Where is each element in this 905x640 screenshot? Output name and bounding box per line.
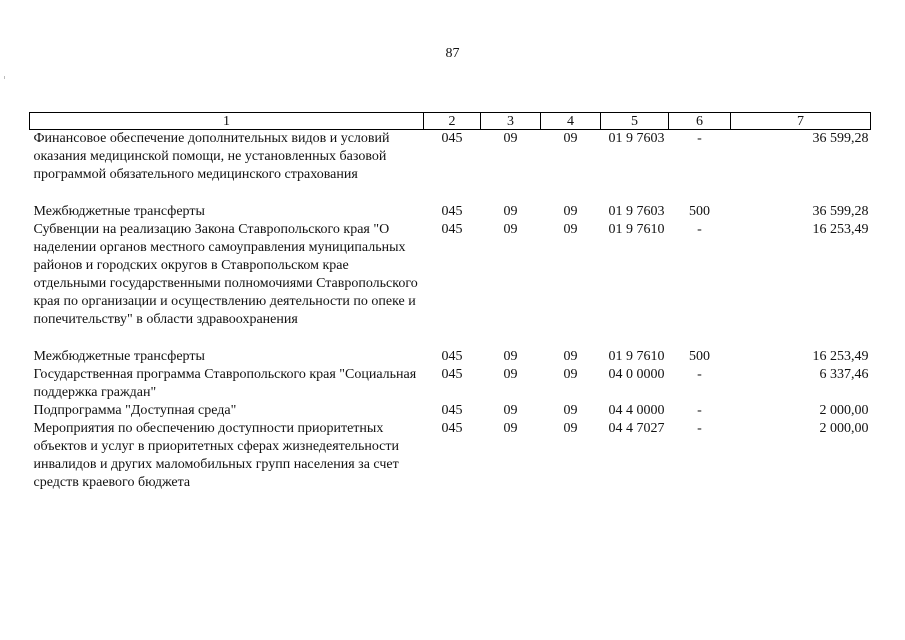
page-number: 87 xyxy=(445,46,460,61)
table-row xyxy=(30,130,871,185)
row-col-2: 045 xyxy=(441,421,463,436)
row-col-5: 01 9 7610 xyxy=(608,222,665,237)
table-row xyxy=(30,348,871,366)
row-col-5: 01 9 7603 xyxy=(608,204,665,219)
table-row xyxy=(30,402,871,420)
row-col-6: - xyxy=(697,421,702,436)
row-amount: 6 337,46 xyxy=(819,367,869,382)
budget-table xyxy=(29,112,871,492)
row-col-4: 09 xyxy=(563,367,578,382)
header-col-3: 3 xyxy=(481,113,541,130)
row-col-3: 09 xyxy=(503,421,518,436)
row-col-2: 045 xyxy=(441,367,463,382)
row-amount: 36 599,28 xyxy=(812,204,869,219)
row-col-3: 09 xyxy=(503,204,518,219)
spacer-row xyxy=(30,329,871,348)
row-col-2: 045 xyxy=(441,222,463,237)
row-col-5: 01 9 7610 xyxy=(608,349,665,364)
table-row xyxy=(30,221,871,329)
row-amount: 2 000,00 xyxy=(819,421,869,436)
header-col-2: 2 xyxy=(424,113,481,130)
row-col-4: 09 xyxy=(563,349,578,364)
table-row xyxy=(30,420,871,492)
row-name: Государственная программа Ставропольского края "Социальная поддержка граждан" xyxy=(33,367,417,400)
row-name: Межбюджетные трансферты xyxy=(33,349,205,364)
row-amount: 16 253,49 xyxy=(812,222,869,237)
row-name: Мероприятия по обеспечению доступности приоритетных объектов и услуг в приоритетных сферах жизнедеятельности инвалидов и других маломобильных групп населения за счет средств краевого бюджета xyxy=(33,421,400,490)
row-col-2: 045 xyxy=(441,204,463,219)
row-col-4: 09 xyxy=(563,131,578,146)
row-col-6: 500 xyxy=(689,349,710,364)
header-col-5: 5 xyxy=(601,113,669,130)
row-col-6: - xyxy=(697,403,702,418)
row-col-6: - xyxy=(697,131,702,146)
row-col-4: 09 xyxy=(563,204,578,219)
row-col-5: 04 4 7027 xyxy=(608,421,665,436)
row-col-3: 09 xyxy=(503,403,518,418)
spacer-row xyxy=(30,184,871,203)
row-col-4: 09 xyxy=(563,222,578,237)
row-col-5: 04 4 0000 xyxy=(608,403,665,418)
row-amount: 16 253,49 xyxy=(812,349,869,364)
table-header-row xyxy=(30,113,871,130)
row-col-6: 500 xyxy=(689,204,710,219)
header-col-7: 7 xyxy=(731,113,871,130)
row-col-2: 045 xyxy=(441,349,463,364)
row-amount: 2 000,00 xyxy=(819,403,869,418)
row-col-4: 09 xyxy=(563,421,578,436)
row-col-2: 045 xyxy=(441,131,463,146)
row-name: Подпрограмма "Доступная среда" xyxy=(33,403,237,418)
header-col-1: 1 xyxy=(30,113,424,130)
row-col-4: 09 xyxy=(563,403,578,418)
table-row xyxy=(30,366,871,402)
row-col-6: - xyxy=(697,367,702,382)
row-col-2: 045 xyxy=(441,403,463,418)
row-col-3: 09 xyxy=(503,349,518,364)
row-name: Субвенции на реализацию Закона Ставропольского края "О наделении органов местного самоуправления муниципальных районов и городских округов в Ставропольском крае отдельными государственными полномочиями Ставропольского края по организации и осуществлению деятельности по опеке и попечительству" в области здравоохранения xyxy=(33,222,418,327)
row-col-3: 09 xyxy=(503,367,518,382)
row-col-3: 09 xyxy=(503,222,518,237)
row-col-5: 01 9 7603 xyxy=(608,131,665,146)
header-col-6: 6 xyxy=(669,113,731,130)
row-name: Межбюджетные трансферты xyxy=(33,204,205,219)
table-row xyxy=(30,203,871,221)
row-col-6: - xyxy=(697,222,702,237)
row-col-5: 04 0 0000 xyxy=(608,367,665,382)
row-name: Финансовое обеспечение дополнительных видов и условий оказания медицинской помощи, не установленных базовой программой обязательного медицинского страхования xyxy=(33,131,390,182)
row-amount: 36 599,28 xyxy=(812,131,869,146)
scan-edge-mark xyxy=(4,76,5,79)
row-col-3: 09 xyxy=(503,131,518,146)
header-col-4: 4 xyxy=(541,113,601,130)
